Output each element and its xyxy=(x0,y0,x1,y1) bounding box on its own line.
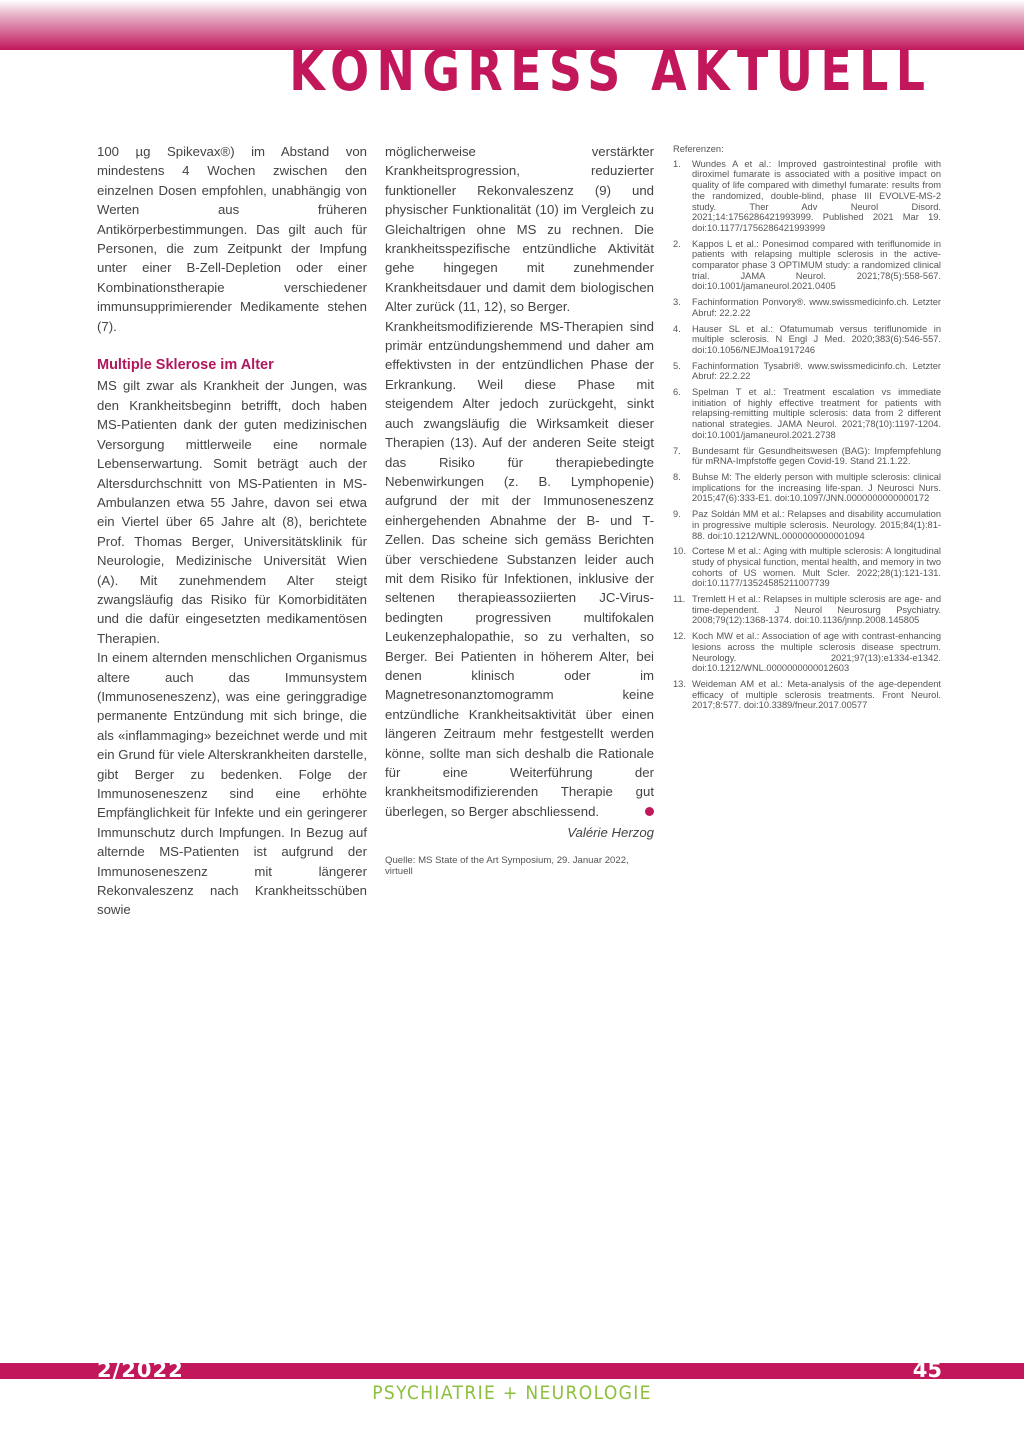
paragraph: MS gilt zwar als Krankheit der Jungen, was den Krankheitsbeginn betrifft, doch haben MS-Patienten dank der guten medizinischen Versorgung mittlerweile eine normale Lebenserwartung. Somit beträgt auch der Altersdurchschnitt von MS-Patienten in MS-Ambulanzen etwa 55 Jahre, davon sei etwa ein Viertel über 65 Jahre alt (8), berichtete Prof. Thomas Berger, Universitätsklinik für Neurologie, Medizinische Universität Wien (A). Mit zunehmendem Alter steigt zwangsläufig das Risiko für Komorbiditäten und die dafür eingesetzten medikamentösen Therapien. xyxy=(97,378,367,646)
article-column-2 xyxy=(385,142,654,878)
reference-number: 13. xyxy=(673,678,686,689)
references-title: Referenzen: xyxy=(673,144,724,154)
reference-number: 2. xyxy=(673,238,681,249)
reference-number: 12. xyxy=(673,631,686,642)
journal-name: PSYCHIATRIE + NEUROLOGIE xyxy=(372,1382,652,1404)
reference-item xyxy=(673,324,941,356)
reference-text: Wundes A et al.: Improved gastrointestinal profile with diroximel fumarate is associated with a positive impact on quality of life compared with dimethyl fumarate: results from the randomized, double-blind, phase III EVOLVE-MS-2 study. Ther Adv Neurol Disord. 2021;14:1756286421993999. Published 2021 Mar 19. doi:10.1177/1756286421993999 xyxy=(692,158,941,233)
reference-text: Koch MW et al.: Association of age with contrast-enhancing lesions across the multiple sclerosis disease spectrum. Neurology. 2021;97(13):e1334-e1342. doi:10.1212/WNL.0000000000012603 xyxy=(692,631,941,674)
reference-item xyxy=(673,509,941,541)
reference-item xyxy=(673,159,941,234)
reference-number: 9. xyxy=(673,509,681,520)
issue-number: 2/2022 xyxy=(97,1358,184,1382)
reference-item xyxy=(673,446,941,467)
reference-number: 5. xyxy=(673,360,681,371)
section-heading: Multiple Sklerose im Alter xyxy=(97,357,274,374)
paragraph: In einem alternden menschlichen Organismus altere auch das Immunsystem (Immunoseneszenz), was eine geringgradige permanente Entzündung mit sich bringe, die als «inflammaging» bezeichnet werde und mit ein Grund für viele Alterskrankheiten darstelle, gibt Berger zu bedenken. Folge der Immunoseneszenz sind eine erhöhte Empfänglichkeit für Infekte und ein geringerer Immunschutz durch Impfungen. In Bezug auf alternde MS-Patienten ist aufgrund der Immunoseneszenz mit längerer Rekonvaleszenz nach Krankheitsschüben sowie xyxy=(97,650,367,918)
reference-item xyxy=(673,472,941,504)
reference-item xyxy=(673,631,941,674)
reference-item xyxy=(673,594,941,626)
reference-number: 10. xyxy=(673,546,686,557)
reference-number: 8. xyxy=(673,471,681,482)
reference-item xyxy=(673,361,941,382)
author: Valérie Herzog xyxy=(567,825,654,841)
reference-text: Buhse M: The elderly person with multiple sclerosis: clinical implications for the increasing life-span. J Neurosci Nurs. 2015;47(6):333-E1. doi:10.1097/JNN.0000000000000172 xyxy=(692,471,941,504)
reference-text: Paz Soldán MM et al.: Relapses and disability accumulation in progressive multiple sclerosis. Neurology. 2015;84(1):81-88. doi:10.1212/WNL.0000000000001094 xyxy=(692,509,941,541)
references xyxy=(673,144,941,716)
reference-number: 6. xyxy=(673,387,681,398)
reference-text: Fachinformation Tysabri®. www.swissmedicinfo.ch. Letzter Abruf: 22.2.22 xyxy=(692,360,941,382)
paragraph-text: Krankheitsmodifizierende MS-Therapien sind primär entzündungshemmend und daher am effektivsten in der entzündlichen Phase der Erkrankung. Weil diese Phase mit steigendem Alter jedoch zurückgeht, sinkt auch zwangsläufig die Wirksamkeit dieser Therapien (13). Auf der anderen Seite steigt das Risiko für therapiebedingte Nebenwirkungen (z. B. Lymphopenie) aufgrund der mit der Immunoseneszenz einhergehenden Abnahme der B- und T-Zellen. Das scheine sich gemäss Berichten über verschiedene Substanzen leider auch mit dem Risiko für Infektionen, inklusive der seltenen therapieassoziierten JC-Virus- bedingten progressiven multifokalen Leukenzephalopathie, so zu verhalten, so Berger. Bei Patienten in höherem Alter, bei denen klinisch oder im Magnetresonanztomogramm keine entzündliche Krankheitsaktivität über einen längeren Zeitraum mehr festgestellt werden könne, sollte man sich deshalb die Rationale für eine Weiterführung der krankheitsmodifizierenden Therapie gut überlegen, so Berger abschliessend. xyxy=(385,318,654,819)
reference-item xyxy=(673,239,941,293)
reference-list xyxy=(673,159,941,711)
reference-text: Fachinformation Ponvory®. www.swissmedicinfo.ch. Letzter Abruf: 22.2.22 xyxy=(692,297,941,318)
reference-item xyxy=(673,387,941,441)
page-number: 45 xyxy=(912,1358,942,1382)
reference-text: Cortese M et al.: Aging with multiple sclerosis: A longitudinal study of physical function, mental health, and memory in two cohorts of US women. Mult Scler. 2022;28(1):121-131. doi:10.1177/13524585211007739 xyxy=(692,546,941,589)
paragraph: möglicherweise verstärkter Krankheitsprogression, reduzierter funktioneller Rekonvaleszenz (9) und physischer Funktionalität (10) im Vergleich zu Gleichaltrigen ohne MS zu rechnen. Die krankheitsspezifische entzündliche Aktivität gehe hingegen mit zunehmender Krankheitsdauer und damit dem biologischen Alter zurück (11, 12), so Berger. xyxy=(385,144,654,315)
section-title: KONGRESS AKTUELL xyxy=(288,39,932,104)
reference-number: 1. xyxy=(673,158,681,169)
reference-number: 4. xyxy=(673,323,681,334)
reference-text: Bundesamt für Gesundheitswesen (BAG): Impfempfehlung für mRNA-Impfstoffe gegen Covid-19. Stand 21.1.22. xyxy=(692,445,941,467)
reference-text: Tremlett H et al.: Relapses in multiple sclerosis are age- and time-dependent. J Neurol Neurosurg Psychiatry. 2008;79(12):1368-1374. doi:10.1136/jnnp.2008.145805 xyxy=(692,594,941,626)
reference-item xyxy=(673,297,941,318)
reference-item xyxy=(673,546,941,589)
paragraph-final xyxy=(385,317,654,822)
paragraph: 100 µg Spikevax®) im Abstand von mindestens 4 Wochen zwischen den einzelnen Dosen empfohlen, unabhängig von Werten aus früheren Antikörperbestimmungen. Das gilt auch für Personen, die zum Zeitpunkt der Impfung unter einer B-Zell-Depletion oder einer Kombinationstherapie verschiedener immunsupprimierender Medikamente stehen (7). xyxy=(97,144,367,334)
reference-text: Hauser SL et al.: Ofatumumab versus teriflunomide in multiple sclerosis. N Engl J Med. 2020;383(6):546-557. doi:10.1056/NEJMoa1917246 xyxy=(692,323,941,355)
reference-text: Weideman AM et al.: Meta-analysis of the age-dependent efficacy of multiple sclerosis treatments. Front Neurol. 2017;8:577. doi:10.3389/fneur.2017.00577 xyxy=(692,678,941,711)
end-mark-icon xyxy=(645,807,654,816)
reference-item xyxy=(673,679,941,711)
reference-number: 3. xyxy=(673,297,681,308)
reference-number: 7. xyxy=(673,445,681,456)
reference-text: Kappos L et al.: Ponesimod compared with teriflunomide in patients with relapsing multiple sclerosis in the active-comparator phase 3 OPTIMUM study: a randomized clinical trial. JAMA Neurol. 2021;78(5):558-567. doi:10.1001/jamaneurol.2021.0405 xyxy=(692,238,941,292)
reference-text: Spelman T et al.: Treatment escalation vs immediate initiation of highly effective treatment for patients with relapsing-remitting multiple sclerosis: data from 2 different national strategies. JAMA Neurol. 2021;78(10):1197-1204. doi:10.1001/jamaneurol.2021.2738 xyxy=(692,387,941,440)
article-column-1 xyxy=(97,142,367,920)
reference-number: 11. xyxy=(673,594,686,605)
source-note: Quelle: MS State of the Art Symposium, 29. Januar 2022, virtuell xyxy=(385,854,629,878)
